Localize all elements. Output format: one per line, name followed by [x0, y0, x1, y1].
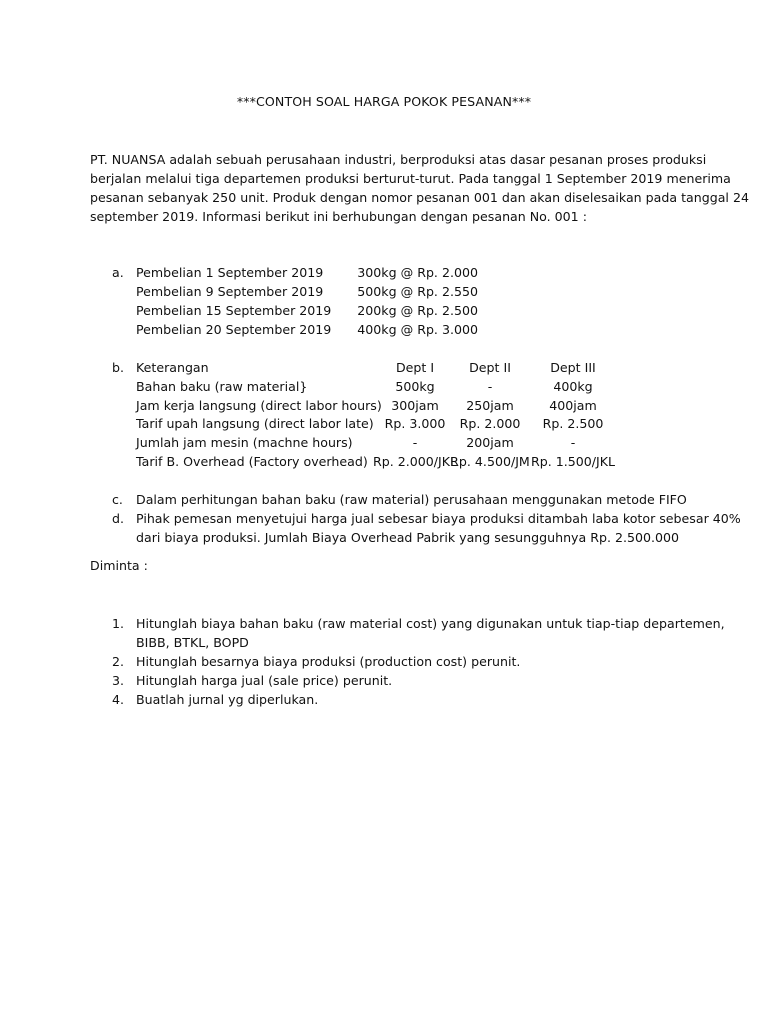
- intro-line: september 2019. Informasi berikut ini berhubungan dengan pesanan No. 001 :: [90, 209, 587, 224]
- section-d-text: dari biaya produksi. Jumlah Biaya Overhead Pabrik yang sesungguhnya Rp. 2.500.000: [136, 530, 680, 545]
- section-d-text: Pihak pemesan menyetujui harga jual sebesar biaya produksi ditambah laba kotor sebesar 40%: [136, 511, 741, 526]
- task-text: BIBB, BTKL, BOPD: [136, 635, 249, 650]
- task-number: 2.: [112, 654, 125, 669]
- task-text: Hitunglah biaya bahan baku (raw material cost) yang digunakan untuk tiap-tiap departemen,: [136, 616, 725, 631]
- dept-1-cell: Rp. 3.000: [384, 416, 446, 431]
- task-number: 3.: [112, 673, 125, 688]
- purchase-label: Pembelian 15 September 2019: [136, 303, 332, 318]
- purchase-label: Pembelian 9 September 2019: [136, 284, 324, 299]
- section-d-marker: d.: [112, 511, 124, 526]
- dept-2-cell: 250jam: [466, 398, 514, 413]
- intro-line: pesanan sebanyak 250 unit. Produk dengan nomor pesanan 001 dan akan diselesaikan pada tanggal 24: [90, 190, 749, 205]
- intro-line: berjalan melalui tiga departemen produksi berturut-turut. Pada tanggal 1 September 2019 menerima: [90, 171, 731, 186]
- dept-1-cell: -: [412, 435, 418, 450]
- dept-2-cell: Rp. 4.500/JM: [450, 454, 530, 469]
- row-label: Tarif upah langsung (direct labor late): [136, 416, 374, 431]
- dept-3-cell: Rp. 1.500/JKL: [530, 454, 616, 469]
- document-title: ***CONTOH SOAL HARGA POKOK PESANAN***: [236, 94, 532, 109]
- dept-2-cell: 200jam: [466, 435, 514, 450]
- dept-3-cell: 400kg: [553, 379, 593, 394]
- intro-paragraph: [90, 150, 749, 226]
- task-number: 1.: [112, 616, 125, 631]
- task-number: 4.: [112, 692, 125, 707]
- purchase-quantity: 500kg @ Rp. 2.550: [357, 284, 478, 299]
- column-header-dept-2: Dept II: [469, 360, 511, 375]
- task-text: Hitunglah harga jual (sale price) perunit.: [136, 673, 393, 688]
- dept-1-cell: 500kg: [395, 379, 435, 394]
- purchase-quantity: 400kg @ Rp. 3.000: [357, 322, 478, 337]
- dept-3-cell: 400jam: [549, 398, 597, 413]
- purchase-label: Pembelian 20 September 2019: [136, 322, 332, 337]
- task-text: Buatlah jurnal yg diperlukan.: [136, 692, 319, 707]
- dept-3-cell: -: [570, 435, 576, 450]
- diminta-heading: Diminta :: [90, 558, 148, 573]
- column-header-keterangan: Keterangan: [136, 360, 209, 375]
- section-b-marker: b.: [112, 360, 124, 375]
- task-text: Hitunglah besarnya biaya produksi (production cost) perunit.: [136, 654, 521, 669]
- intro-line: PT. NUANSA adalah sebuah perusahaan industri, berproduksi atas dasar pesanan proses produksi: [90, 152, 707, 167]
- section-c-marker: c.: [112, 492, 123, 507]
- row-label: Bahan baku (raw material}: [136, 379, 308, 394]
- column-header-dept-1: Dept I: [395, 360, 435, 375]
- dept-1-cell: Rp. 2.000/JKL: [372, 454, 458, 469]
- section-c-text: Dalam perhitungan bahan baku (raw material) perusahaan menggunakan metode FIFO: [136, 492, 687, 507]
- purchase-quantity: 200kg @ Rp. 2.500: [357, 303, 478, 318]
- dept-2-cell: Rp. 2.000: [459, 416, 521, 431]
- row-label: Jam kerja langsung (direct labor hours): [136, 398, 382, 413]
- column-header-dept-3: Dept III: [550, 360, 596, 375]
- purchase-label: Pembelian 1 September 2019: [136, 265, 324, 280]
- row-label: Jumlah jam mesin (machne hours): [136, 435, 353, 450]
- purchase-quantity: 300kg @ Rp. 2.000: [357, 265, 478, 280]
- dept-1-cell: 300jam: [391, 398, 439, 413]
- row-label: Tarif B. Overhead (Factory overhead): [136, 454, 368, 469]
- dept-3-cell: Rp. 2.500: [542, 416, 604, 431]
- dept-2-cell: -: [487, 379, 493, 394]
- section-a-marker: a.: [112, 265, 124, 280]
